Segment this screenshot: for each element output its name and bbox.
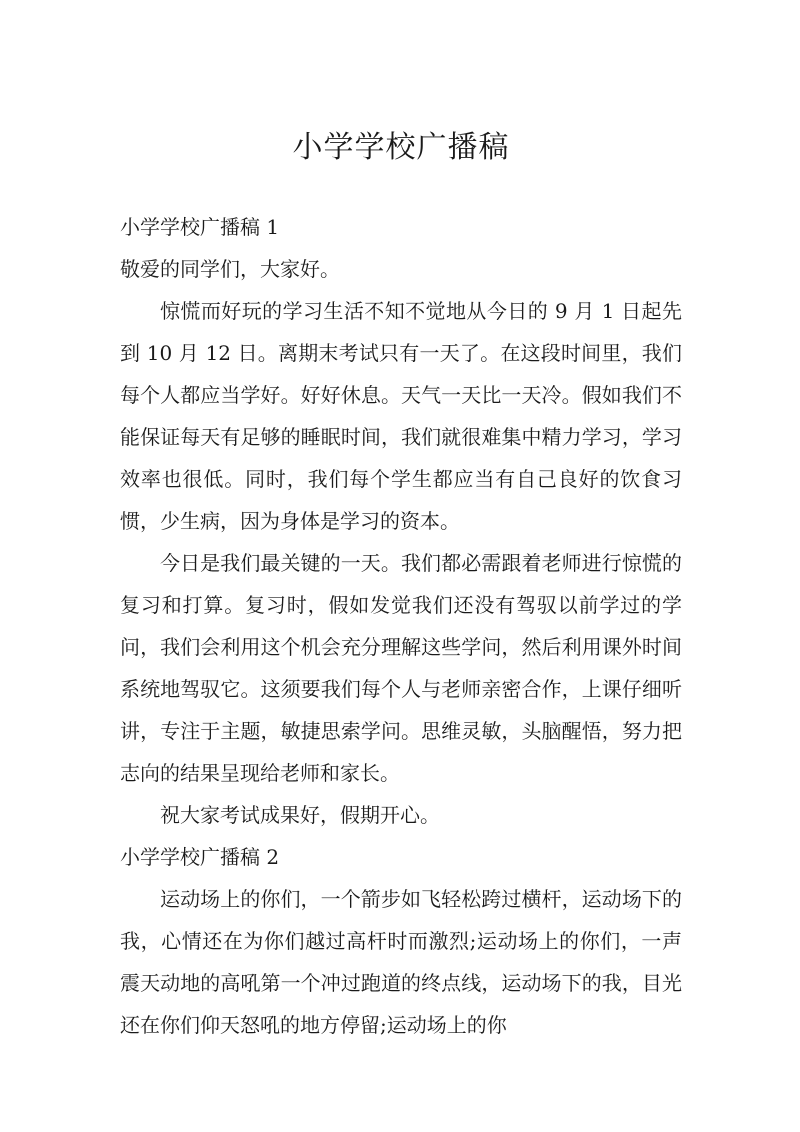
body-paragraph: 惊慌而好玩的学习生活不知不觉地从今日的 9 月 1 日起先到 10 月 12 日。离期末考试只有一天了。在这段时间里，我们每个人都应当学好。好好休息。天气一天比一天冷。假如我们不能保证每天有足够的睡眠时间，我们就很难集中精力学习，学习效率也很低。同时，我们每个学生都应当有自己良好的饮食习惯，少生病，因为身体是学习的资本。: [120, 299, 682, 533]
closing-paragraph: 祝大家考试成果好，假期开心。: [160, 803, 440, 827]
document-body: [120, 206, 682, 1046]
body-paragraph: 运动场上的你们，一个箭步如飞轻松跨过横杆，运动场下的我，心情还在为你们越过高杆时而激烈;运动场上的你们，一声震天动地的高吼第一个冲过跑道的终点线，运动场下的我，目光还在你们仰天怒吼的地方停留;运动场上的你: [120, 887, 682, 1037]
greeting-paragraph: 敬爱的同学们，大家好。: [120, 257, 340, 281]
section-heading-2: 小学学校广播稿 2: [120, 845, 280, 869]
document-title: 小学学校广播稿: [292, 130, 510, 165]
section-heading-1: 小学学校广播稿 1: [120, 215, 280, 239]
body-paragraph: 今日是我们最关键的一天。我们都必需跟着老师进行惊慌的复习和打算。复习时，假如发觉我们还没有驾驭以前学过的学问，我们会利用这个机会充分理解这些学问，然后利用课外时间系统地驾驭它。这须要我们每个人与老师亲密合作，上课仔细听讲，专注于主题，敏捷思索学问。思维灵敏，头脑醒悟，努力把志向的结果呈现给老师和家长。: [120, 551, 682, 785]
